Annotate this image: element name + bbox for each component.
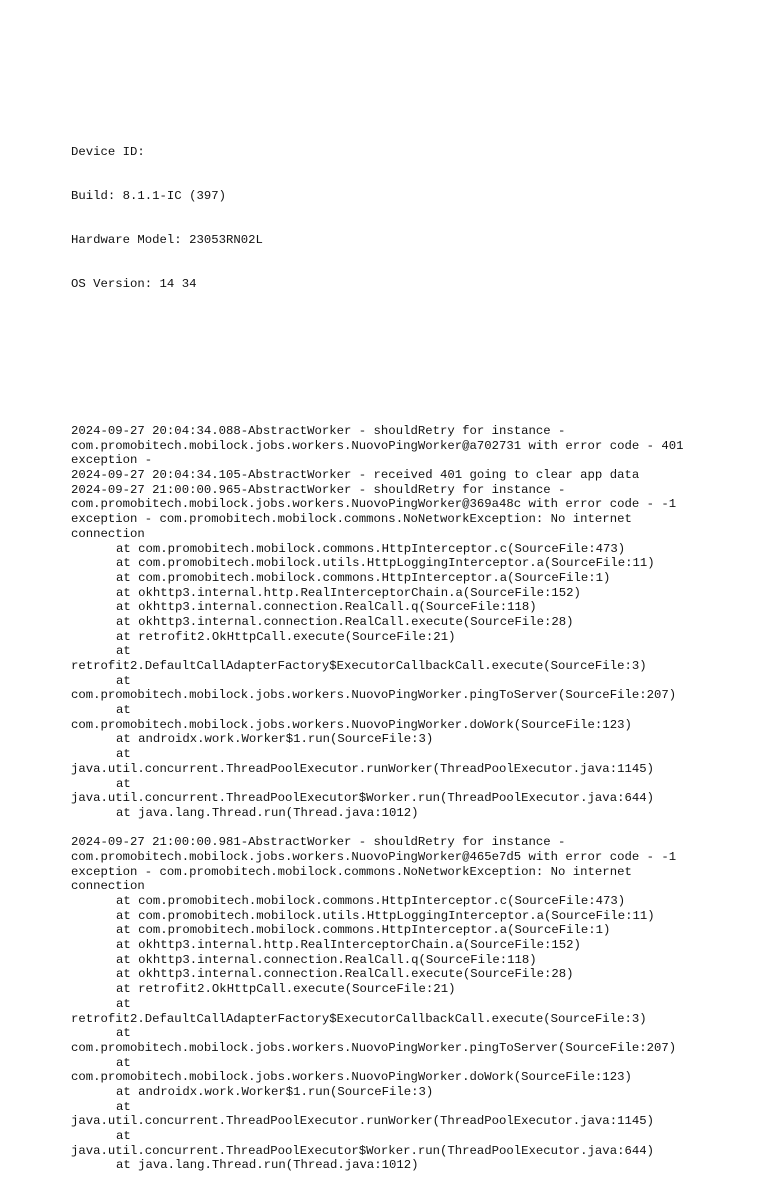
stack-frame-line: at androidx.work.Worker$1.run(SourceFile:3) — [116, 732, 434, 747]
log-entry — [71, 835, 768, 1173]
stack-frame-line: at okhttp3.internal.connection.RealCall.q(SourceFile:118) — [116, 952, 537, 967]
log-message-line: exception - com.promobitech.mobilock.commons.NoNetworkException: No internet — [71, 864, 632, 879]
stack-frame-line: at com.promobitech.mobilock.commons.HttpInterceptor.a(SourceFile:1) — [116, 570, 611, 585]
stack-frame-line: at okhttp3.internal.http.RealInterceptorChain.a(SourceFile:152) — [116, 938, 581, 953]
spacer — [71, 351, 768, 395]
log-message-line: 2024-09-27 21:00:00.965-AbstractWorker - shouldRetry for instance - — [71, 482, 566, 497]
stack-frame-line: at com.promobitech.mobilock.commons.HttpInterceptor.c(SourceFile:473) — [116, 894, 626, 908]
stack-frame-line: java.util.concurrent.ThreadPoolExecutor.runWorker(ThreadPoolExecutor.java:1145) — [71, 761, 654, 776]
log-message-line: connection — [71, 526, 145, 541]
stack-frame-line: at — [116, 1055, 131, 1070]
stack-frame-line: retrofit2.DefaultCallAdapterFactory$ExecutorCallbackCall.execute(SourceFile:3) — [71, 1011, 647, 1026]
log-message-line: exception - — [71, 453, 153, 468]
stack-frame-line: at retrofit2.OkHttpCall.execute(SourceFile:21) — [116, 629, 456, 644]
log-message-line: com.promobitech.mobilock.jobs.workers.NuovoPingWorker@a702731 with error code - 401 — [71, 438, 684, 453]
stack-frame-line: at — [116, 1129, 131, 1143]
device-id-line: Device ID: — [71, 144, 145, 159]
log-entries — [71, 424, 768, 1173]
stack-frame-line: at — [116, 673, 131, 688]
stack-frame-line: at — [116, 776, 131, 791]
stack-frame-line: java.util.concurrent.ThreadPoolExecutor.runWorker(ThreadPoolExecutor.java:1145) — [71, 1114, 654, 1129]
stack-frame-line: at com.promobitech.mobilock.commons.HttpInterceptor.c(SourceFile:473) — [116, 541, 626, 556]
build-line: Build: 8.1.1-IC (397) — [71, 188, 226, 203]
log-entry — [71, 424, 768, 821]
log-message-line: com.promobitech.mobilock.jobs.workers.NuovoPingWorker@465e7d5 with error code - -1 — [71, 849, 677, 864]
stack-frame-line: at okhttp3.internal.connection.RealCall.execute(SourceFile:28) — [116, 614, 574, 629]
stack-frame-line: at — [116, 996, 131, 1011]
stack-frame-line: at — [116, 703, 131, 718]
stack-frame-line: at com.promobitech.mobilock.utils.HttpLoggingInterceptor.a(SourceFile:11) — [116, 908, 655, 923]
log-message-line: com.promobitech.mobilock.jobs.workers.NuovoPingWorker@369a48c with error code - -1 — [71, 497, 677, 512]
stack-frame-line: com.promobitech.mobilock.jobs.workers.NuovoPingWorker.pingToServer(SourceFile:207) — [71, 1040, 677, 1055]
stack-frame-line: at — [116, 747, 131, 762]
stack-frame-line: at okhttp3.internal.connection.RealCall.execute(SourceFile:28) — [116, 967, 574, 982]
stack-frame-line: at java.lang.Thread.run(Thread.java:1012) — [116, 805, 419, 820]
stack-frame-line: com.promobitech.mobilock.jobs.workers.NuovoPingWorker.doWork(SourceFile:123) — [71, 1070, 632, 1085]
stack-frame-line: at com.promobitech.mobilock.utils.HttpLoggingInterceptor.a(SourceFile:11) — [116, 556, 655, 571]
entry-gap — [71, 821, 768, 836]
hardware-model-line: Hardware Model: 23053RN02L — [71, 233, 263, 247]
stack-frame-line: at — [116, 1026, 131, 1041]
device-info — [71, 115, 768, 321]
stack-frame-line: at androidx.work.Worker$1.run(SourceFile:3) — [116, 1084, 434, 1099]
log-message-line: 2024-09-27 21:00:00.981-AbstractWorker - shouldRetry for instance - — [71, 835, 566, 850]
stack-frame-line: com.promobitech.mobilock.jobs.workers.NuovoPingWorker.doWork(SourceFile:123) — [71, 717, 632, 732]
stack-frame-line: java.util.concurrent.ThreadPoolExecutor$Worker.run(ThreadPoolExecutor.java:644) — [71, 791, 654, 806]
stack-frame-line: at — [116, 644, 131, 659]
log-message-line: 2024-09-27 20:04:34.088-AbstractWorker - shouldRetry for instance - — [71, 424, 566, 438]
log-document — [71, 86, 768, 1188]
stack-frame-line: com.promobitech.mobilock.jobs.workers.NuovoPingWorker.pingToServer(SourceFile:207) — [71, 688, 677, 703]
stack-frame-line: at — [116, 1099, 131, 1114]
log-message-line: 2024-09-27 20:04:34.105-AbstractWorker - received 401 going to clear app data — [71, 468, 640, 483]
os-version-line: OS Version: 14 34 — [71, 277, 197, 292]
stack-frame-line: at retrofit2.OkHttpCall.execute(SourceFile:21) — [116, 982, 456, 997]
stack-frame-line: retrofit2.DefaultCallAdapterFactory$ExecutorCallbackCall.execute(SourceFile:3) — [71, 659, 647, 673]
log-message-line: connection — [71, 879, 145, 894]
stack-frame-line: at com.promobitech.mobilock.commons.HttpInterceptor.a(SourceFile:1) — [116, 923, 611, 938]
stack-frame-line: at okhttp3.internal.http.RealInterceptorChain.a(SourceFile:152) — [116, 585, 581, 600]
stack-frame-line: java.util.concurrent.ThreadPoolExecutor$Worker.run(ThreadPoolExecutor.java:644) — [71, 1143, 654, 1158]
stack-frame-line: at okhttp3.internal.connection.RealCall.q(SourceFile:118) — [116, 600, 537, 615]
stack-frame-line: at java.lang.Thread.run(Thread.java:1012) — [116, 1158, 419, 1173]
log-message-line: exception - com.promobitech.mobilock.commons.NoNetworkException: No internet — [71, 512, 632, 527]
